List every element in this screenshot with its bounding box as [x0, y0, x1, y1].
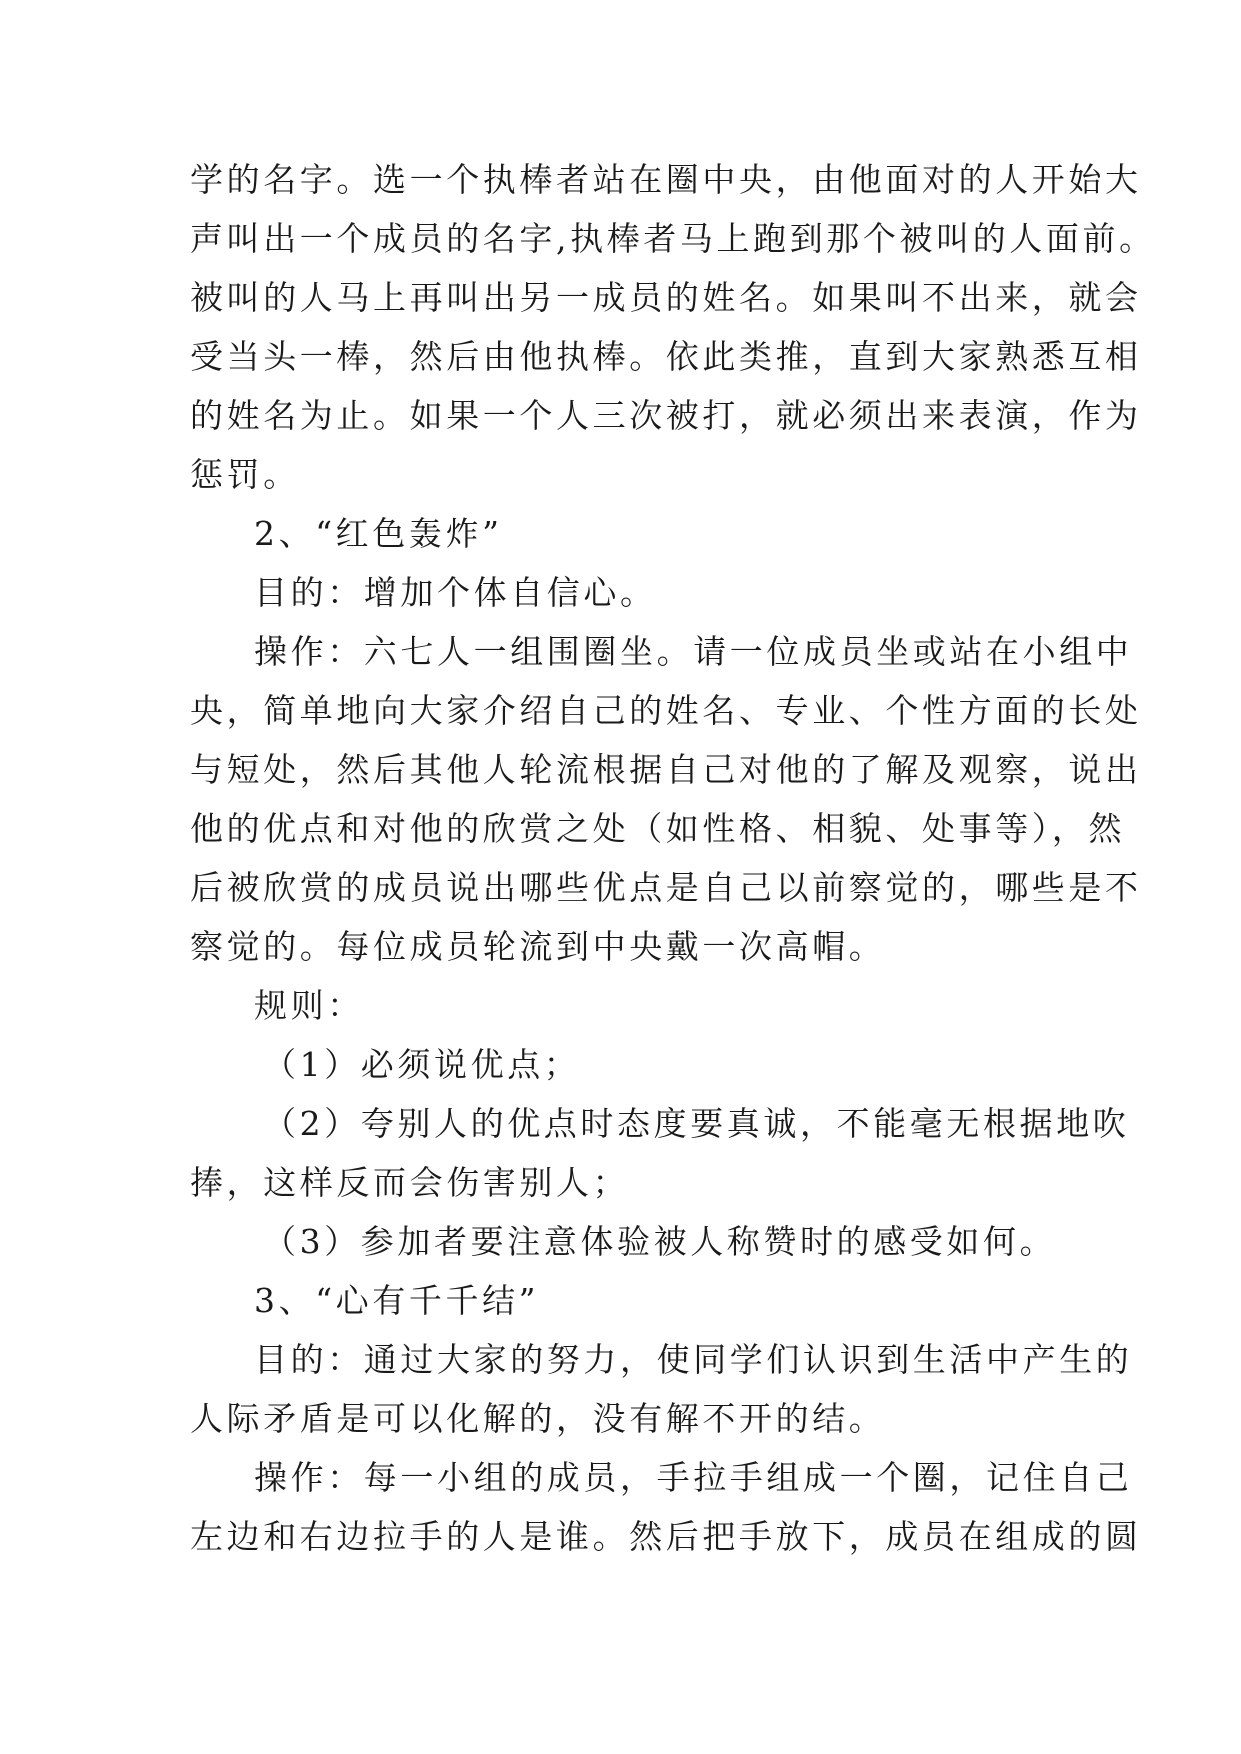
text-line: 被叫的人马上再叫出另一成员的姓名。如果叫不出来，就会: [190, 278, 1142, 317]
text-line: 惩罚。: [190, 455, 300, 494]
text-line: 左边和右边拉手的人是谁。然后把手放下，成员在组成的圆: [190, 1517, 1142, 1556]
text-line: 操作：每一小组的成员，手拉手组成一个圈，记住自己: [254, 1458, 1133, 1497]
text-line: 人际矛盾是可以化解的，没有解不开的结。: [190, 1399, 886, 1438]
text-line: 捧，这样反而会伤害别人；: [190, 1163, 630, 1202]
text-line: 他的优点和对他的欣赏之处（如性格、相貌、处事等），然: [190, 809, 1126, 848]
text-line: 操作：六七人一组围圈坐。请一位成员坐或站在小组中: [254, 632, 1133, 671]
text-line: 受当头一棒，然后由他执棒。依此类推，直到大家熟悉互相: [190, 337, 1142, 376]
text-line: 的姓名为止。如果一个人三次被打，就必须出来表演，作为: [190, 396, 1142, 435]
text-line: 声叫出一个成员的名字,执棒者马上跑到那个被叫的人面前。: [190, 219, 1156, 258]
text-line: 后被欣赏的成员说出哪些优点是自己以前察觉的，哪些是不: [190, 868, 1142, 907]
text-line: 学的名字。选一个执棒者站在圈中央，由他面对的人开始大: [190, 160, 1142, 199]
text-line: 目的：通过大家的努力，使同学们认识到生活中产生的: [254, 1340, 1133, 1379]
text-line: 与短处，然后其他人轮流根据自己对他的了解及观察，说出: [190, 750, 1142, 789]
section-heading: 2、“红色轰炸”: [254, 514, 503, 553]
text-line: 目的：增加个体自信心。: [254, 573, 657, 612]
list-item: （1）必须说优点；: [263, 1045, 581, 1084]
text-line: 央，简单地向大家介绍自己的姓名、专业、个性方面的长处: [190, 691, 1142, 730]
section-heading: 3、“心有千千结”: [254, 1281, 540, 1320]
text-line: 规则：: [254, 986, 364, 1025]
list-item: （3）参加者要注意体验被人称赞时的感受如何。: [263, 1222, 1057, 1261]
list-item: （2）夸别人的优点时态度要真诚，不能毫无根据地吹: [263, 1104, 1130, 1143]
text-line: 察觉的。每位成员轮流到中央戴一次高帽。: [190, 927, 886, 966]
